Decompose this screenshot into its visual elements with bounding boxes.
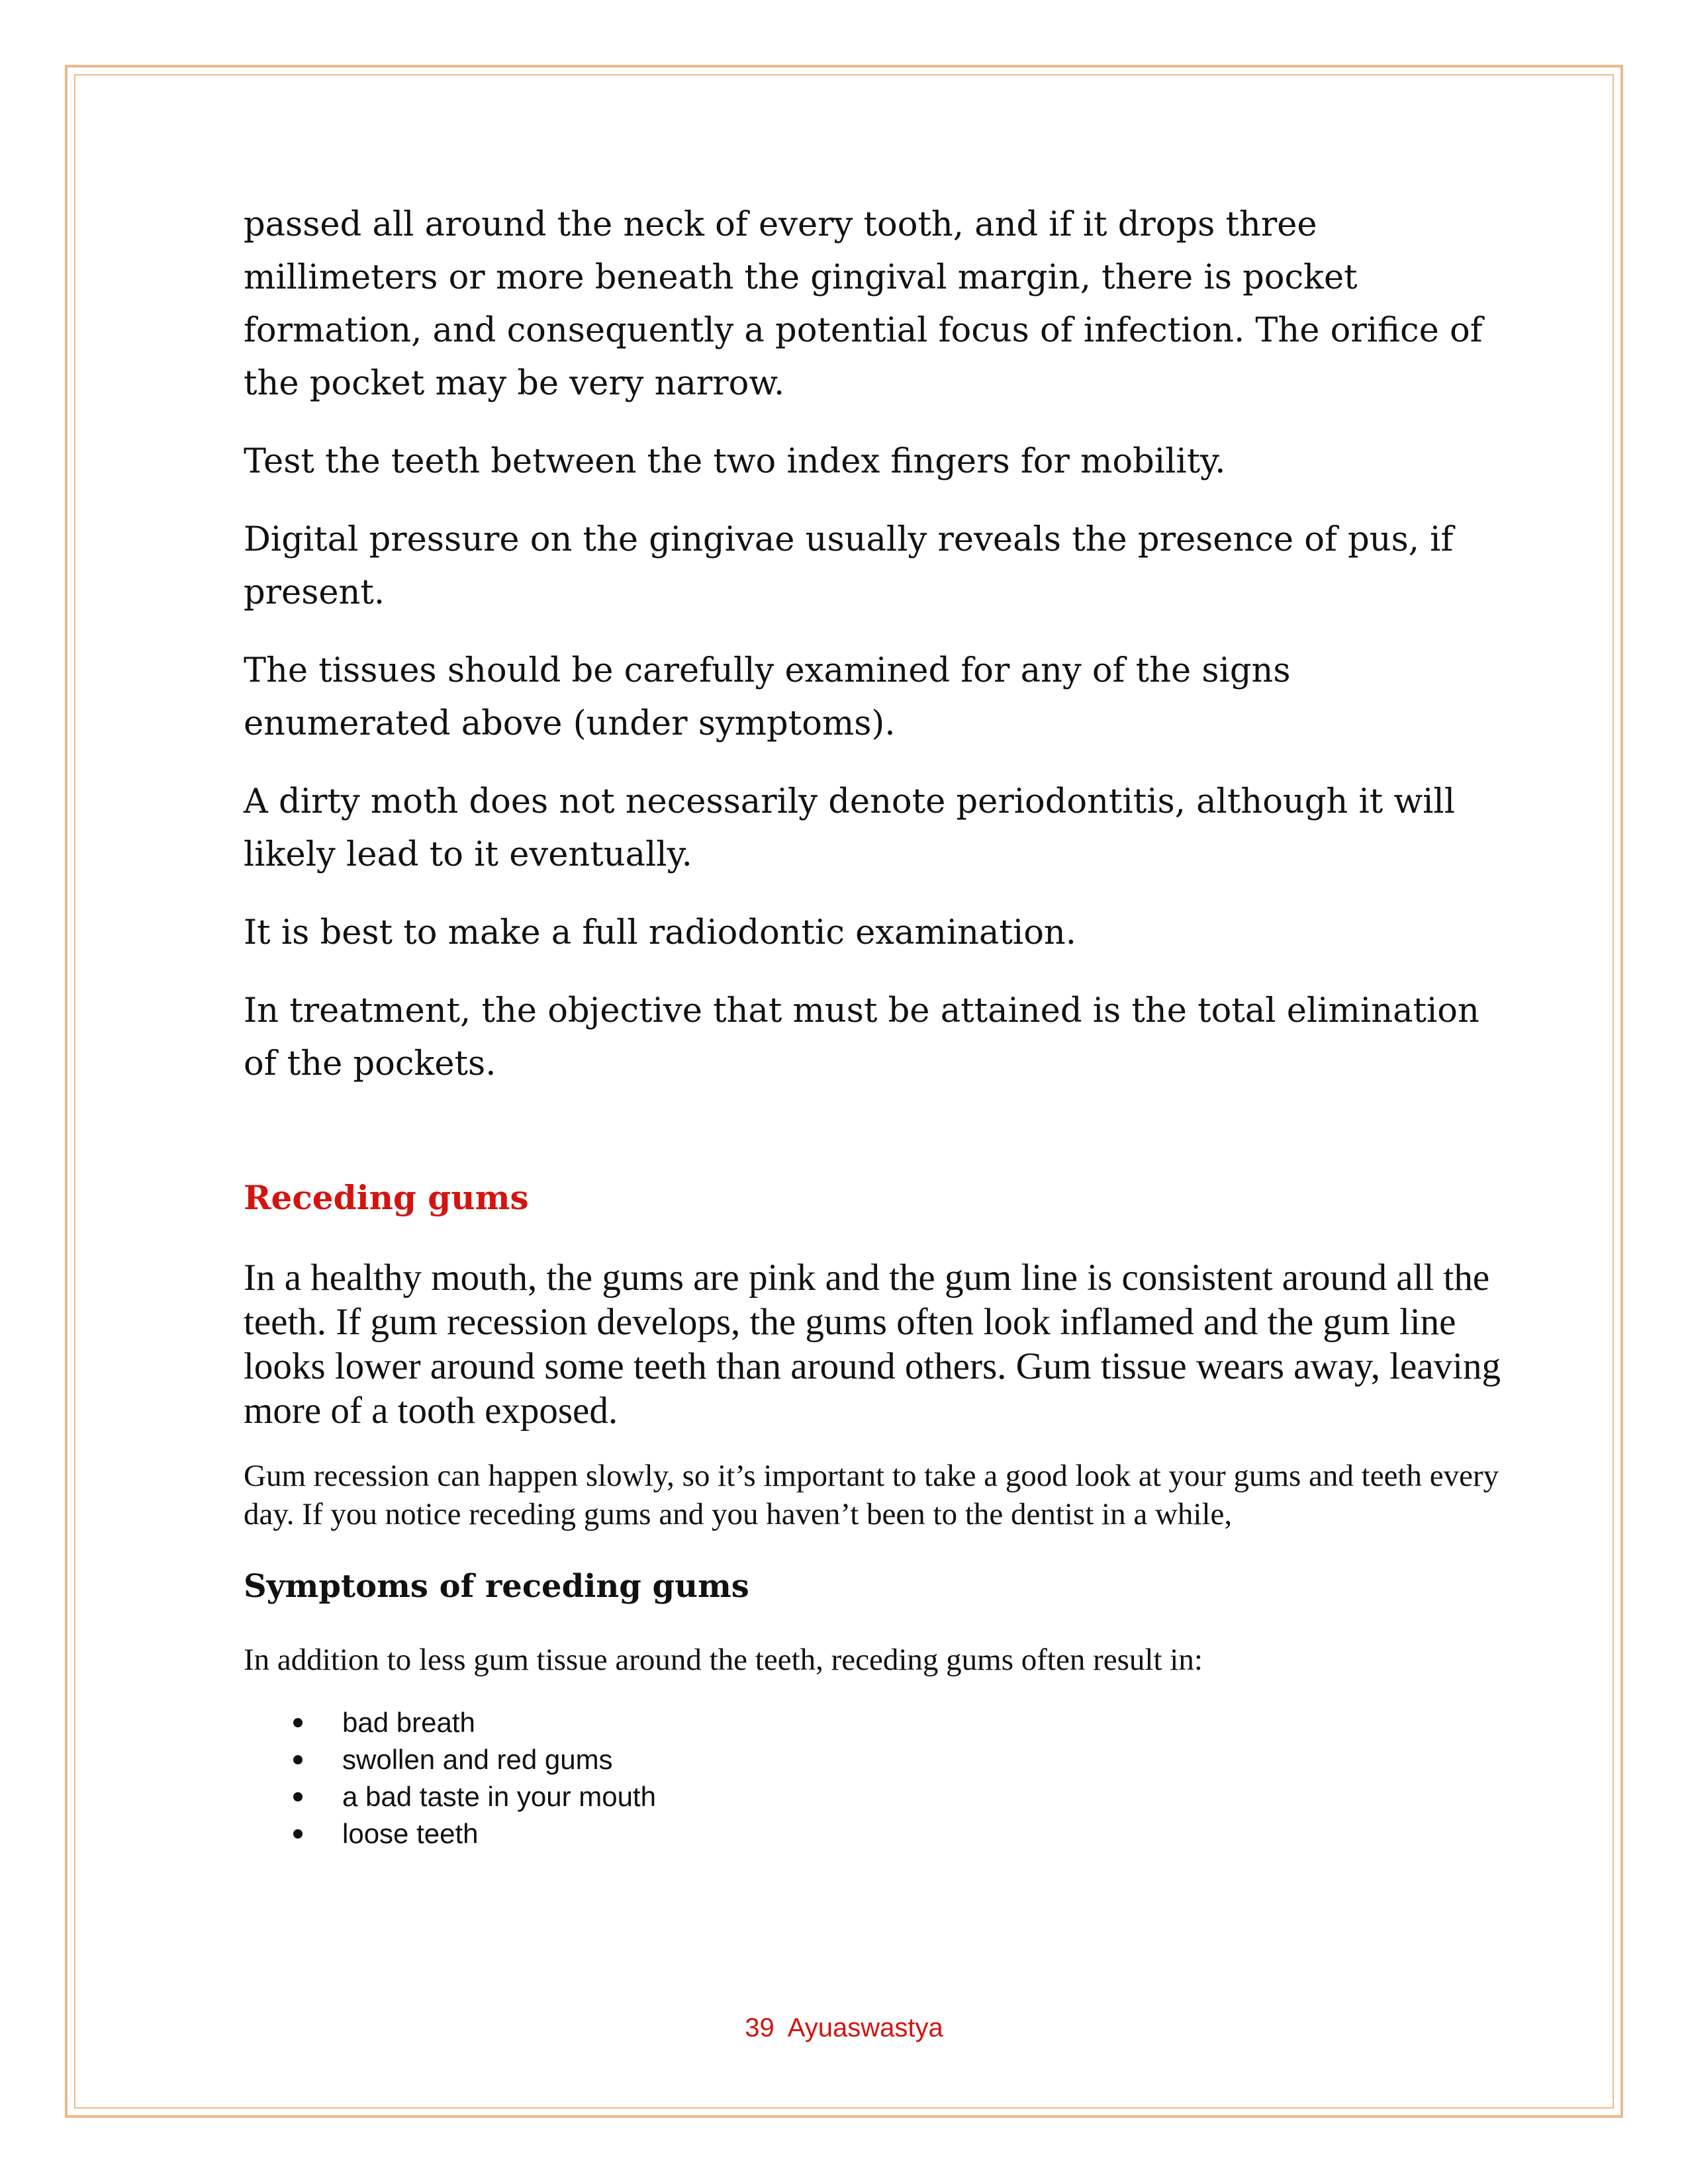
list-item-text: a bad taste in your mouth: [342, 1781, 656, 1812]
bullet-icon: [293, 1792, 303, 1801]
body-paragraph: It is best to make a full radiodontic examination.: [244, 913, 1076, 952]
page-content: [244, 199, 1501, 1852]
body-paragraph: Digital pressure on the gingivae usually reveals the presence of pus, if present.: [244, 520, 1454, 612]
list-item: [244, 1778, 1501, 1815]
body-paragraph: Test the teeth between the two index fingers for mobility.: [244, 442, 1226, 481]
list-item-text: loose teeth: [342, 1818, 479, 1849]
body-paragraph: The tissues should be carefully examined for any of the signs enumerated above (under symptoms).: [244, 651, 1291, 743]
list-item-text: swollen and red gums: [342, 1744, 613, 1775]
bullet-icon: [293, 1718, 303, 1727]
section-heading-receding-gums: Receding gums: [244, 1178, 529, 1217]
receding-gums-paragraph: In a healthy mouth, the gums are pink and the gum line is consistent around all the teeth. If gum recession develops, the gums often look inflamed and the gum line looks lower around some teeth than around others. Gum tissue wears away, leaving more of a tooth exposed.: [244, 1257, 1501, 1432]
section-heading-symptoms: Symptoms of receding gums: [244, 1568, 749, 1605]
body-paragraph: In treatment, the objective that must be attained is the total elimination of the pockets.: [244, 991, 1479, 1083]
list-item: [244, 1704, 1501, 1741]
page-number: 39: [745, 2013, 774, 2042]
body-paragraph: A dirty moth does not necessarily denote periodontitis, although it will likely lead to it eventually.: [244, 782, 1456, 874]
footer-title: Ayuaswastya: [787, 2013, 943, 2042]
page-footer: [0, 2013, 1688, 2043]
list-item-text: bad breath: [342, 1707, 475, 1738]
list-item: [244, 1815, 1501, 1852]
gum-recession-paragraph: Gum recession can happen slowly, so it’s important to take a good look at your gums and teeth every day. If you notice receding gums and you haven’t been to the dentist in a while,: [244, 1459, 1499, 1531]
bullet-icon: [293, 1829, 303, 1839]
list-item: [244, 1741, 1501, 1778]
symptoms-list: [244, 1704, 1501, 1852]
bullet-icon: [293, 1755, 303, 1764]
symptoms-intro: In addition to less gum tissue around the teeth, receding gums often result in:: [244, 1643, 1203, 1677]
body-paragraph: passed all around the neck of every tooth, and if it drops three millimeters or more beneath the gingival margin, there is pocket formation, and consequently a potential focus of infection. The orifice of the pocket may be very narrow.: [244, 205, 1483, 403]
